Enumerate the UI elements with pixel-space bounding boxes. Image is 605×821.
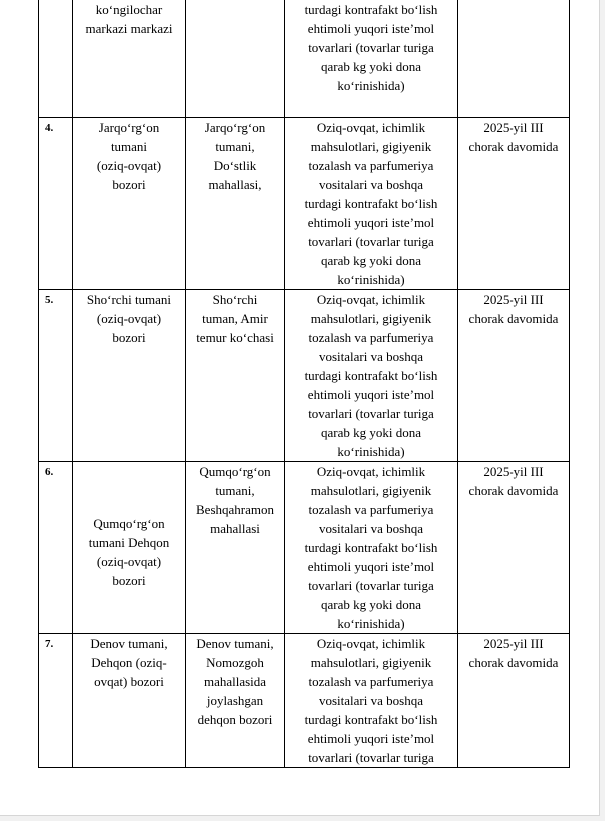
market-address: Qumqo‘rg‘on tumani, Beshqahramon mahallasi — [186, 461, 285, 633]
market-address — [186, 0, 285, 117]
goods-description: Oziq-ovqat, ichimlik mahsulotlari, gigiyenik tozalash va parfumeriya vositalari va boshqa turdagi kontrafakt bo‘lish ehtimoli yuqori iste’mol tovarlari (tovarlar turiga qarab kg yoki dona ko‘rinishida) — [285, 117, 458, 289]
market-address: Jarqo‘rg‘on tumani, Do‘stlik mahallasi, — [186, 117, 285, 289]
market-name: Denov tumani, Dehqon (oziq- ovqat) bozori — [73, 633, 186, 767]
market-address: Denov tumani, Nomozgoh mahallasida joylashgan dehqon bozori — [186, 633, 285, 767]
table-row — [39, 461, 570, 633]
row-number: 6. — [39, 461, 73, 633]
row-number — [39, 0, 73, 117]
table-row — [39, 289, 570, 461]
market-name: Sho‘rchi tumani (oziq-ovqat) bozori — [73, 289, 186, 461]
period: 2025-yil III chorak davomida — [458, 117, 570, 289]
market-name: Qumqo‘rg‘on tumani Dehqon (oziq-ovqat) bozori — [73, 461, 186, 633]
goods-description: Oziq-ovqat, ichimlik mahsulotlari, gigiyenik tozalash va parfumeriya vositalari va boshqa turdagi kontrafakt bo‘lish ehtimoli yuqori iste’mol tovarlari (tovarlar turiga qarab kg yoki dona ko‘rinishida) — [285, 289, 458, 461]
period: 2025-yil III chorak davomida — [458, 633, 570, 767]
market-name: ko‘ngilochar markazi markazi — [73, 0, 186, 117]
period: 2025-yil III chorak davomida — [458, 289, 570, 461]
row-number: 7. — [39, 633, 73, 767]
period: 2025-yil III chorak davomida — [458, 461, 570, 633]
period — [458, 0, 570, 117]
market-address: Sho‘rchi tuman, Amir temur ko‘chasi — [186, 289, 285, 461]
markets-table — [38, 0, 570, 768]
table-row — [39, 0, 570, 117]
goods-description: Oziq-ovqat, ichimlik mahsulotlari, gigiyenik tozalash va parfumeriya vositalari va boshqa turdagi kontrafakt bo‘lish ehtimoli yuqori iste’mol tovarlari (tovarlar turiga qarab kg yoki dona ko‘rinishida) — [285, 461, 458, 633]
row-number: 5. — [39, 289, 73, 461]
goods-description: turdagi kontrafakt bo‘lish ehtimoli yuqori iste’mol tovarlari (tovarlar turiga qarab kg yoki dona ko‘rinishida) — [285, 0, 458, 117]
table-row — [39, 117, 570, 289]
row-number: 4. — [39, 117, 73, 289]
table-row — [39, 633, 570, 767]
market-name: Jarqo‘rg‘on tumani (oziq-ovqat) bozori — [73, 117, 186, 289]
goods-description: Oziq-ovqat, ichimlik mahsulotlari, gigiyenik tozalash va parfumeriya vositalari va boshqa turdagi kontrafakt bo‘lish ehtimoli yuqori iste’mol tovarlari (tovarlar turiga — [285, 633, 458, 767]
